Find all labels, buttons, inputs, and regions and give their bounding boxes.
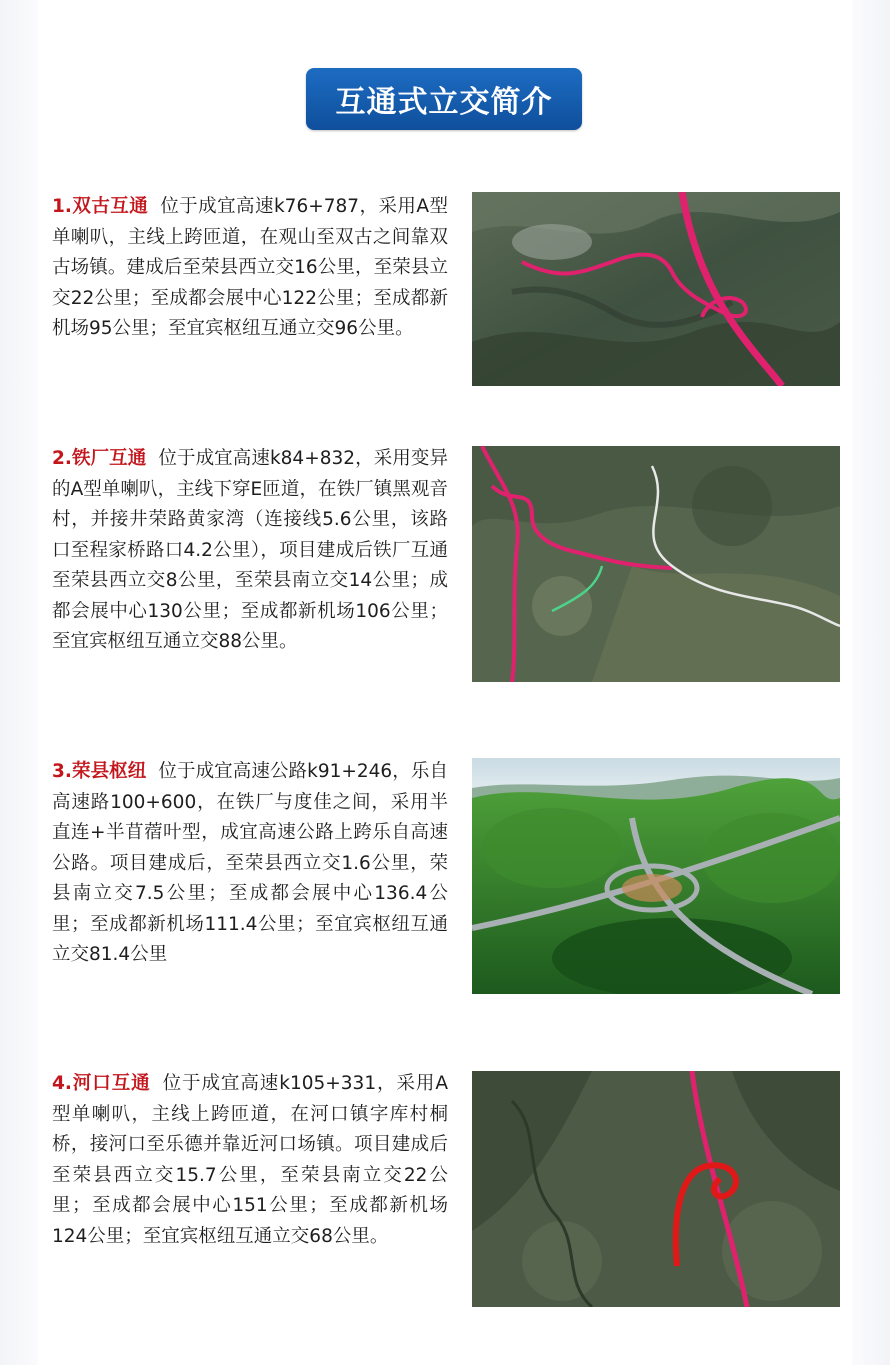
section-heading: 3.荣县枢纽: [52, 761, 147, 782]
render-rongxian-hub: [472, 758, 840, 994]
section-paragraph: [52, 444, 448, 658]
satellite-map-tiechang: [472, 446, 840, 682]
page-margin-right: [852, 0, 890, 1365]
section-text: 位于成宜高速k105+331，采用A型单喇叭，主线上跨匝道，在河口镇字库村桐桥，接河口至乐德并靠近河口场镇。项目建成后至荣县西立交15.7公里，至荣县南立交22公里；至成都会展中心151公里；至成都新机场124公里；至宜宾枢纽互通立交68公里。: [52, 1073, 448, 1247]
section-heading: 4.河口互通: [52, 1073, 151, 1094]
section-text: 位于成宜高速k84+832，采用变异的A型单喇叭，主线下穿E匝道，在铁厂镇黑观音村，并接井荣路黄家湾（连接线5.6公里，该路口至程家桥路口4.2公里），项目建成后铁厂互通至荣县西立交8公里，至荣县南立交14公里；成都会展中心130公里；至成都新机场106公里；至宜宾枢纽互通立交88公里。: [52, 448, 448, 652]
section-hekou: [52, 1069, 448, 1252]
section-paragraph: [52, 1069, 448, 1252]
section-rongxian: [52, 757, 448, 971]
section-shuanggu: [52, 192, 448, 345]
section-paragraph: [52, 192, 448, 345]
satellite-map-hekou: [472, 1071, 840, 1307]
section-paragraph: [52, 757, 448, 971]
satellite-map-shuanggu: [472, 192, 840, 386]
section-text: 位于成宜高速公路k91+246，乐自高速路100+600，在铁厂与度佳之间，采用半直连+半苜蓿叶型，成宜高速公路上跨乐自高速公路。项目建成后，至荣县西立交1.6公里，荣县南立交7.5公里；至成都会展中心136.4公里；至成都新机场111.4公里；至宜宾枢纽互通立交81.4公里: [52, 761, 448, 965]
page-margin-left: [0, 0, 38, 1365]
section-text: 位于成宜高速k76+787，采用A型单喇叭，主线上跨匝道，在观山至双古之间靠双古场镇。建成后至荣县西立交16公里，至荣县立交22公里；至成都会展中心122公里；至成都新机场95公里；至宜宾枢纽互通立交96公里。: [52, 196, 448, 339]
section-heading: 2.铁厂互通: [52, 448, 147, 469]
section-tiechang: [52, 444, 448, 658]
section-heading: 1.双古互通: [52, 196, 149, 217]
page-title: 互通式立交简介: [306, 68, 582, 130]
